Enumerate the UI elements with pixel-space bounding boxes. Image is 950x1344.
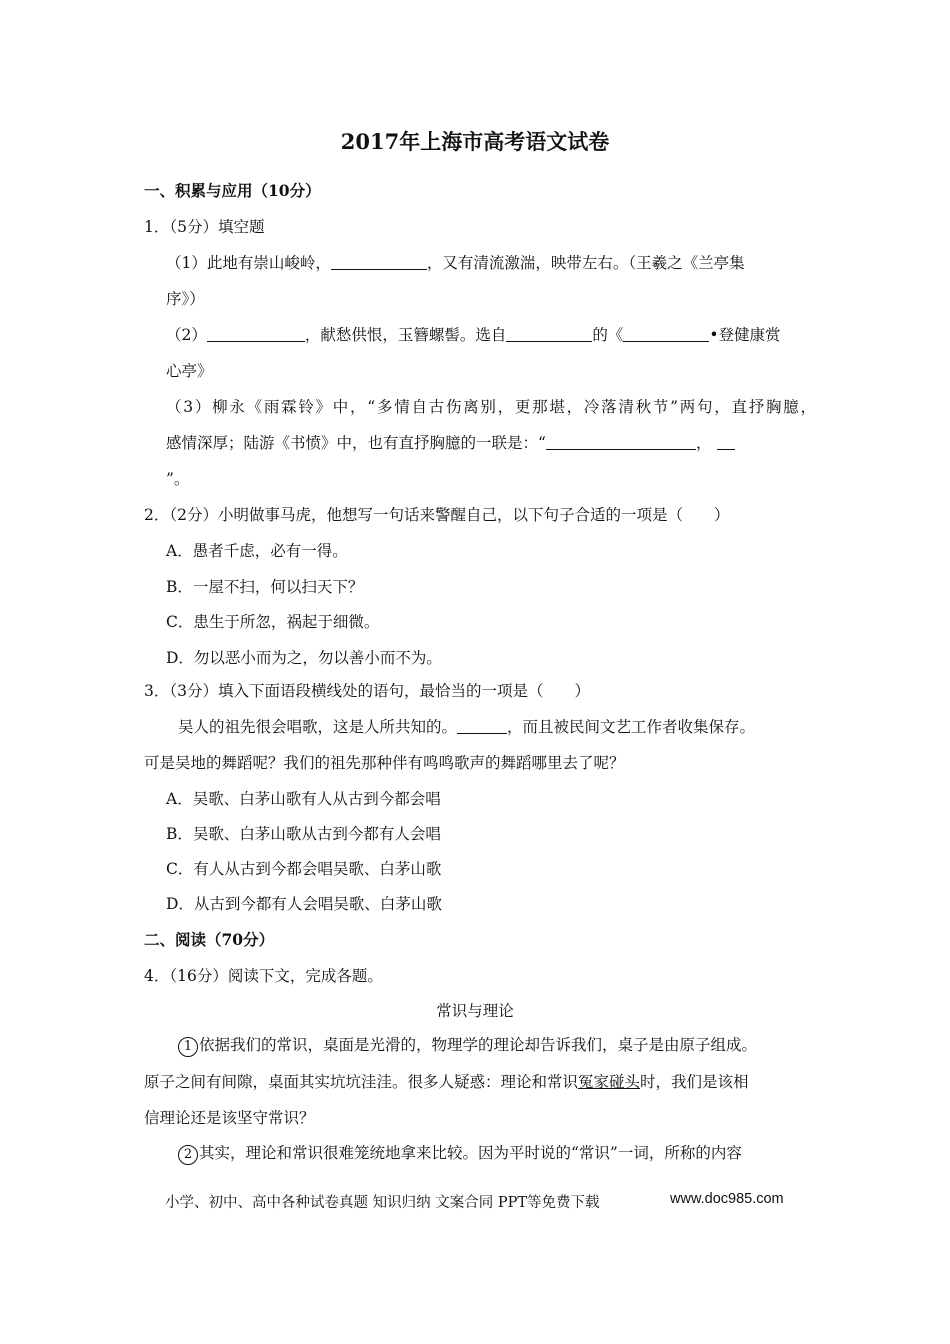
q1-blank-1 <box>331 253 427 270</box>
q3-option-b: B．吴歌、白茅山歌从古到今都有人会唱 <box>166 825 441 843</box>
q3-passage-text-a: 吴人的祖先很会唱歌，这是人所共知的。 <box>178 718 458 736</box>
footer-site: www.doc985.com <box>670 1191 784 1207</box>
q2-option-a: A．愚者千虑，必有一得。 <box>166 542 348 560</box>
q3-option-d: D．从古到今都有人会唱吴歌、白茅山歌 <box>166 895 442 913</box>
q1-part2-text-a: （2） <box>166 326 207 344</box>
q1-part2-line2: 心亭》 <box>166 362 213 380</box>
q1-part1-line2: 序》） <box>166 290 205 308</box>
q3-blank <box>457 717 507 734</box>
q1-blank-3 <box>506 325 592 342</box>
footer-text: 小学、初中、高中各种试卷真题 知识归纳 文案合同 PPT等免费下载 <box>165 1195 600 1211</box>
q2-option-d: D．勿以恶小而为之，勿以善小而不为。 <box>166 649 442 667</box>
q4-para2-line1 <box>178 1142 742 1165</box>
q4-para1-text-c: 时，我们是该相 <box>640 1073 749 1091</box>
q1-blank-2 <box>207 325 305 342</box>
q1-part3-text-c: ， <box>695 434 712 452</box>
q3-passage-line1 <box>178 716 755 738</box>
q1-part2-text-b: ，献愁供恨，玉簪螺髻。选自 <box>304 326 507 344</box>
q4-para1-line1 <box>178 1034 757 1057</box>
q4-article-title: 常识与理论 <box>436 1002 514 1020</box>
q1-blank-6 <box>717 433 735 450</box>
q1-part1-text-b: ，又有清流激湍，映带左右。（王羲之《兰亭集 <box>426 254 745 272</box>
q3-passage-line2: 可是吴地的舞蹈呢？我们的祖先那种伴有鸣鸣歌声的舞蹈哪里去了呢？ <box>144 754 625 772</box>
q2-stem: 2．（2分）小明做事马虎，他想写一句话来警醒自己，以下句子合适的一项是（ ） <box>144 506 730 524</box>
q4-para1-line2 <box>144 1071 749 1093</box>
q2-option-b: B．一屋不扫，何以扫天下？ <box>166 578 364 596</box>
q3-passage-text-b: ，而且被民间文艺工作者收集保存。 <box>507 718 756 736</box>
q4-para2-text-a: 其实，理论和常识很难笼统地拿来比较。因为平时说的“常识”一词，所称的内容 <box>199 1144 742 1162</box>
q1-blank-5 <box>546 433 696 450</box>
section1-heading: 一、积累与应用（10分） <box>144 181 321 200</box>
page-title: 2017年上海市高考语文试卷 <box>340 129 610 154</box>
para2-number-circle: 2 <box>178 1145 198 1165</box>
q1-part3-text-b: 感情深厚；陆游《书愤》中，也有直抒胸臆的一联是：“ <box>166 434 546 452</box>
q1-part3-line2 <box>166 432 735 454</box>
section2-heading: 二、阅读（70分） <box>144 930 275 949</box>
q3-stem: 3．（3分）填入下面语段横线处的语句，最恰当的一项是（ ） <box>144 682 590 700</box>
q4-para1-text-b: 原子之间有间隙，桌面其实坑坑洼洼。很多人疑惑：理论和常识 <box>144 1073 579 1091</box>
q4-para1-line3: 信理论还是该坚守常识？ <box>144 1109 315 1127</box>
q1-stem: 1．（5分）填空题 <box>144 218 265 236</box>
q1-blank-4 <box>623 325 709 342</box>
q3-option-a: A．吴歌、白茅山歌有人从古到今都会唱 <box>166 790 441 808</box>
q1-part3-line3: ”。 <box>166 470 190 488</box>
q1-part2-line1 <box>166 324 781 346</box>
q1-part1-text-a: （1）此地有崇山峻岭， <box>166 254 331 272</box>
q2-option-c: C．患生于所忽，祸起于细微。 <box>166 613 380 631</box>
para1-number-circle: 1 <box>178 1037 198 1057</box>
q1-part3-line1: （3）柳永《雨霖铃》中，“多情自古伤离别，更那堪，冷落清秋节”两句，直抒胸臆， <box>166 398 816 416</box>
q1-part2-text-c: 的《 <box>592 326 624 344</box>
q4-stem: 4．（16分）阅读下文，完成各题。 <box>144 967 383 985</box>
q1-part2-text-d: •登健康赏 <box>709 326 781 344</box>
q4-para1-underlined: 冤家碰头 <box>578 1073 641 1091</box>
q1-part1-line1 <box>166 252 745 274</box>
q4-para1-text-a: 依据我们的常识，桌面是光滑的，物理学的理论却告诉我们，桌子是由原子组成。 <box>199 1036 758 1054</box>
q3-option-c: C．有人从古到今都会唱吴歌、白茅山歌 <box>166 860 442 878</box>
